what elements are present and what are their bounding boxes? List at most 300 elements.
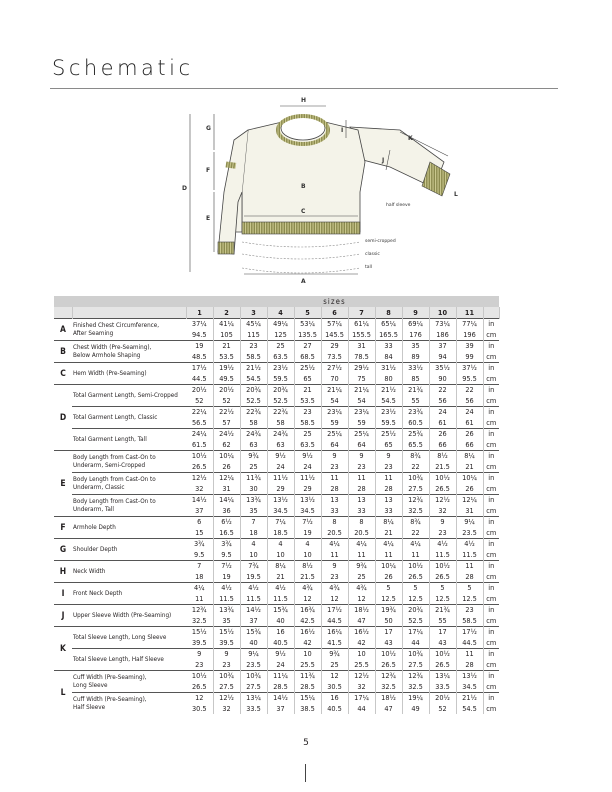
measurement-value: 11 <box>456 649 483 660</box>
measurement-value: 21 <box>213 341 240 352</box>
measurement-value: 61.5 <box>186 440 213 451</box>
measurement-value: 44.5 <box>456 638 483 649</box>
measurement-value: 52 <box>186 396 213 407</box>
label-I: I <box>341 127 344 134</box>
measurement-value: 25.5 <box>348 660 375 671</box>
measurement-value: 62 <box>213 440 240 451</box>
measurement-value: 89 <box>402 352 429 363</box>
unit-label: cm <box>486 637 497 647</box>
measurement-value: 42 <box>294 638 321 649</box>
size-header: 1 <box>186 307 213 319</box>
measurement-value: 66 <box>429 440 456 451</box>
measurement-value: 11¾ <box>240 473 267 484</box>
measurement-value: 37¼ <box>186 319 213 330</box>
measurement-value: 8 <box>348 517 375 528</box>
measurement-value: 13 <box>375 495 402 506</box>
measurement-value: 45¼ <box>240 319 267 330</box>
measurement-value: 39.5 <box>213 638 240 649</box>
unit-label: in <box>483 605 499 616</box>
measurement-value: 52.5 <box>402 616 429 627</box>
measurement-value: 3¾ <box>186 539 213 550</box>
measurement-value: 78.5 <box>348 352 375 363</box>
measurement-value: 16¼ <box>321 627 348 638</box>
measurement-value: 4¼ <box>348 539 375 550</box>
measurement-value: 11.5 <box>267 594 294 605</box>
measurement-label <box>72 363 186 385</box>
measurement-value: 12 <box>348 594 375 605</box>
measurement-value: 49¼ <box>267 319 294 330</box>
measurement-value: 59.5 <box>267 374 294 385</box>
measurement-value: 12¼ <box>213 473 240 484</box>
measurement-value: 34.5 <box>294 506 321 517</box>
measurement-value: 14½ <box>186 495 213 506</box>
measurement-value: 55 <box>402 396 429 407</box>
measurement-value: 33 <box>348 506 375 517</box>
measurement-label-line: Finished Chest Circumference, <box>73 321 160 329</box>
unit-label: cm <box>486 659 497 669</box>
measurement-value: 11¼ <box>267 671 294 682</box>
measurement-value: 9 <box>375 451 402 462</box>
measurement-value: 26 <box>456 429 483 440</box>
measurement-value: 41.5 <box>321 638 348 649</box>
unit-label: in <box>483 517 499 528</box>
measurement-value: 61¼ <box>348 319 375 330</box>
measurement-value: 29 <box>267 484 294 495</box>
unit-label: in <box>483 627 499 638</box>
measurement-value: 24¾ <box>240 429 267 440</box>
measurement-value: 155.5 <box>348 330 375 341</box>
measurement-value: 8½ <box>294 561 321 572</box>
measurement-value: 85 <box>402 374 429 385</box>
table-row <box>54 671 499 682</box>
measurement-value: 10½ <box>429 649 456 660</box>
measurement-value: 9.5 <box>213 550 240 561</box>
table-row <box>54 583 499 594</box>
unit-label: cm <box>486 681 497 691</box>
group-letter: B <box>54 341 72 363</box>
measurement-value: 14½ <box>240 605 267 616</box>
measurement-value: 32.5 <box>186 616 213 627</box>
measurement-value: 28 <box>375 484 402 495</box>
table-row <box>54 341 499 352</box>
measurement-value: 31 <box>348 341 375 352</box>
unit-label: cm <box>486 417 497 427</box>
measurement-value: 9¾ <box>348 561 375 572</box>
measurement-value: 10¾ <box>402 649 429 660</box>
measurement-value: 57 <box>213 418 240 429</box>
measurement-label-line: Neck Width <box>73 567 106 575</box>
measurement-value: 13½ <box>294 495 321 506</box>
measurement-value: 56 <box>429 396 456 407</box>
measurement-value: 10½ <box>429 473 456 484</box>
measurement-label-line: Front Neck Depth <box>73 589 123 597</box>
measurement-value: 5 <box>456 583 483 594</box>
measurement-value: 7½ <box>294 517 321 528</box>
measurement-label-line: Underarm, Tall <box>73 505 114 513</box>
measurement-value: 24¼ <box>186 429 213 440</box>
measurement-value: 17½ <box>456 627 483 638</box>
group-letter: J <box>54 605 72 627</box>
measurement-value: 70 <box>321 374 348 385</box>
measurement-value: 7¼ <box>267 517 294 528</box>
measurement-value: 77¼ <box>456 319 483 330</box>
measurement-value: 12¾ <box>186 605 213 616</box>
measurement-value: 21½ <box>456 693 483 704</box>
measurement-value: 30.5 <box>321 682 348 693</box>
measurement-value: 9 <box>213 649 240 660</box>
unit-label: cm <box>486 615 497 625</box>
measurement-value: 25.5 <box>294 660 321 671</box>
unit-label: in <box>483 385 499 396</box>
sizes-table <box>54 296 500 714</box>
size-header: 3 <box>240 307 267 319</box>
measurement-value: 57¼ <box>321 319 348 330</box>
measurement-value: 17¼ <box>402 627 429 638</box>
measurement-value: 80 <box>375 374 402 385</box>
measurement-value: 27.5 <box>240 682 267 693</box>
page-title: Schematic <box>52 56 194 80</box>
unit-label: cm <box>486 351 497 361</box>
measurement-value: 94 <box>429 352 456 363</box>
measurement-value: 11.5 <box>456 550 483 561</box>
measurement-value: 20½ <box>213 385 240 396</box>
measurement-value: 23½ <box>267 363 294 374</box>
measurement-value: 11 <box>456 561 483 572</box>
measurement-value: 94.5 <box>186 330 213 341</box>
measurement-value: 73.5 <box>321 352 348 363</box>
measurement-value: 10¾ <box>240 671 267 682</box>
measurement-value: 5 <box>375 583 402 594</box>
measurement-value: 61 <box>429 418 456 429</box>
measurement-value: 38.5 <box>294 704 321 715</box>
measurement-value: 145.5 <box>321 330 348 341</box>
table-row <box>54 627 499 638</box>
table-row <box>54 473 499 484</box>
measurement-value: 26.5 <box>186 462 213 473</box>
group-letter: F <box>54 517 72 539</box>
measurement-value: 26.5 <box>429 572 456 583</box>
measurement-value: 35 <box>213 616 240 627</box>
measurement-label-line: Body Length from Cast-On to <box>73 497 156 505</box>
measurement-label-line: Total Sleeve Length, Half Sleeve <box>73 655 164 663</box>
measurement-value: 34.5 <box>456 682 483 693</box>
measurement-label-line: Body Length from Cast-On to <box>73 453 156 461</box>
measurement-value: 10½ <box>402 561 429 572</box>
measurement-value: 11 <box>321 550 348 561</box>
measurement-value: 20¾ <box>267 385 294 396</box>
measurement-value: 3¾ <box>213 539 240 550</box>
measurement-label-line: Below Armhole Shaping <box>73 351 141 359</box>
measurement-value: 21 <box>267 572 294 583</box>
measurement-value: 47 <box>375 704 402 715</box>
measurement-value: 50 <box>375 616 402 627</box>
measurement-value: 53.5 <box>213 352 240 363</box>
footer-divider <box>305 764 306 782</box>
measurement-value: 21 <box>375 528 402 539</box>
measurement-value: 22 <box>402 462 429 473</box>
measurement-value: 52 <box>213 396 240 407</box>
size-header: 4 <box>267 307 294 319</box>
measurement-value: 12.5 <box>375 594 402 605</box>
label-J: J <box>382 157 385 164</box>
measurement-value: 60.5 <box>402 418 429 429</box>
measurement-value: 69¼ <box>402 319 429 330</box>
measurement-value: 8¾ <box>402 517 429 528</box>
measurement-value: 19 <box>294 528 321 539</box>
measurement-value: 125 <box>267 330 294 341</box>
page-number: 5 <box>303 738 309 748</box>
measurement-value: 23 <box>375 462 402 473</box>
measurement-value: 52.5 <box>267 396 294 407</box>
measurement-value: 32 <box>429 506 456 517</box>
measurement-label-line: Cuff Width (Pre-Seaming), <box>73 673 147 681</box>
measurement-value: 37 <box>267 704 294 715</box>
measurement-value: 40.5 <box>267 638 294 649</box>
measurement-value: 19¾ <box>375 605 402 616</box>
measurement-value: 36 <box>213 506 240 517</box>
measurement-value: 63.5 <box>294 440 321 451</box>
measurement-value: 4½ <box>240 583 267 594</box>
measurement-value: 42.5 <box>294 616 321 627</box>
measurement-value: 22 <box>402 528 429 539</box>
measurement-value: 24½ <box>213 429 240 440</box>
measurement-value: 4¼ <box>186 583 213 594</box>
unit-label: in <box>483 561 499 572</box>
label-E: E <box>206 215 211 222</box>
measurement-value: 43 <box>375 638 402 649</box>
measurement-value: 25¼ <box>348 429 375 440</box>
measurement-value: 13¾ <box>240 495 267 506</box>
measurement-label <box>72 473 186 495</box>
measurement-value: 26.5 <box>402 572 429 583</box>
measurement-value: 5 <box>402 583 429 594</box>
measurement-value: 33.5 <box>429 682 456 693</box>
note-tall: tall <box>365 265 373 270</box>
measurement-value: 10¼ <box>456 473 483 484</box>
measurement-value: 21½ <box>240 363 267 374</box>
unit-label: cm <box>486 703 497 713</box>
left-cuff <box>218 242 234 254</box>
measurement-value: 52 <box>429 704 456 715</box>
table-row <box>54 429 499 440</box>
measurement-value: 8 <box>321 517 348 528</box>
measurement-value: 12¾ <box>375 671 402 682</box>
measurement-value: 99 <box>456 352 483 363</box>
measurement-label <box>72 583 186 605</box>
unit-label: in <box>483 407 499 418</box>
measurement-value: 12¼ <box>456 495 483 506</box>
label-H: H <box>301 97 307 104</box>
unit-label: cm <box>486 395 497 405</box>
measurement-value: 25 <box>321 660 348 671</box>
measurement-value: 33 <box>375 341 402 352</box>
measurement-value: 25¼ <box>321 429 348 440</box>
measurement-value: 19.5 <box>240 572 267 583</box>
note-half-sleeve: half sleeve <box>386 203 411 208</box>
measurement-value: 24¾ <box>267 429 294 440</box>
measurement-label-line: Half Sleeve <box>73 703 106 711</box>
measurement-value: 16 <box>267 627 294 638</box>
measurement-value: 33½ <box>402 363 429 374</box>
measurement-value: 23.5 <box>240 660 267 671</box>
group-letter: H <box>54 561 72 583</box>
measurement-value: 176 <box>402 330 429 341</box>
measurement-value: 53¼ <box>294 319 321 330</box>
label-F: F <box>206 167 211 174</box>
measurement-value: 9½ <box>267 451 294 462</box>
unit-label: in <box>483 495 499 506</box>
measurement-value: 10½ <box>429 561 456 572</box>
measurement-value: 25 <box>294 429 321 440</box>
measurement-value: 54 <box>348 396 375 407</box>
measurement-value: 4¼ <box>402 539 429 550</box>
measurement-value: 26.5 <box>429 484 456 495</box>
measurement-value: 43 <box>429 638 456 649</box>
measurement-value: 65 <box>294 374 321 385</box>
measurement-value: 27 <box>294 341 321 352</box>
measurement-value: 26 <box>456 484 483 495</box>
measurement-value: 9 <box>186 649 213 660</box>
measurement-value: 28.5 <box>267 682 294 693</box>
measurement-value: 37½ <box>456 363 483 374</box>
unit-label: in <box>483 671 499 682</box>
measurement-value: 63.5 <box>267 352 294 363</box>
measurement-label-line: Chest Width (Pre-Seaming), <box>73 343 152 351</box>
unit-label: cm <box>486 593 497 603</box>
size-header: 9 <box>402 307 429 319</box>
measurement-value: 15½ <box>186 627 213 638</box>
measurement-value: 21¾ <box>429 605 456 616</box>
measurement-value: 11¾ <box>294 671 321 682</box>
measurement-value: 23½ <box>375 407 402 418</box>
measurement-value: 11½ <box>294 473 321 484</box>
measurement-value: 58 <box>267 418 294 429</box>
measurement-value: 25¾ <box>402 429 429 440</box>
measurement-value: 37 <box>429 341 456 352</box>
size-header: 5 <box>294 307 321 319</box>
measurement-value: 12 <box>294 594 321 605</box>
measurement-value: 29 <box>294 484 321 495</box>
measurement-value: 54.5 <box>240 374 267 385</box>
unit-label: cm <box>486 571 497 581</box>
measurement-value: 23 <box>348 462 375 473</box>
measurement-value: 58 <box>240 418 267 429</box>
measurement-value: 18.5 <box>267 528 294 539</box>
measurement-value: 12½ <box>186 473 213 484</box>
size-header: 7 <box>348 307 375 319</box>
measurement-value: 4½ <box>429 539 456 550</box>
measurement-value: 11 <box>348 473 375 484</box>
measurement-label-line: After Seaming <box>73 329 114 337</box>
measurement-value: 37 <box>240 616 267 627</box>
measurement-value: 29½ <box>348 363 375 374</box>
measurement-value: 11 <box>402 550 429 561</box>
measurement-value: 63 <box>240 440 267 451</box>
measurement-value: 18 <box>240 528 267 539</box>
measurement-value: 26 <box>429 429 456 440</box>
measurement-label-line: Cuff Width (Pre-Seaming), <box>73 695 147 703</box>
measurement-value: 12½ <box>213 693 240 704</box>
measurement-label <box>72 605 186 627</box>
table-row <box>54 605 499 616</box>
measurement-value: 24 <box>267 462 294 473</box>
measurement-value: 8¼ <box>267 561 294 572</box>
measurement-label-line: Hem Width (Pre-Seaming) <box>73 369 147 377</box>
measurement-value: 135.5 <box>294 330 321 341</box>
measurement-value: 8¼ <box>375 517 402 528</box>
measurement-value: 10 <box>240 550 267 561</box>
measurement-value: 19 <box>213 572 240 583</box>
measurement-value: 29 <box>321 341 348 352</box>
table-row <box>54 649 499 660</box>
measurement-value: 26.5 <box>429 660 456 671</box>
table-row <box>54 363 499 374</box>
measurement-label-line: Underarm, Classic <box>73 483 125 491</box>
measurement-value: 21 <box>294 385 321 396</box>
measurement-value: 25 <box>348 572 375 583</box>
measurement-value: 9 <box>348 451 375 462</box>
measurement-value: 59 <box>348 418 375 429</box>
measurement-value: 24 <box>429 407 456 418</box>
measurement-value: 66 <box>456 440 483 451</box>
label-K: K <box>408 135 413 142</box>
measurement-value: 21 <box>456 462 483 473</box>
unit-label: in <box>483 341 499 352</box>
measurement-value: 95.5 <box>456 374 483 385</box>
measurement-value: 27.5 <box>213 682 240 693</box>
measurement-value: 23 <box>213 660 240 671</box>
measurement-value: 15½ <box>213 627 240 638</box>
measurement-value: 16.5 <box>213 528 240 539</box>
measurement-value: 12½ <box>348 671 375 682</box>
measurement-value: 12.5 <box>456 594 483 605</box>
measurement-value: 8¾ <box>402 451 429 462</box>
sizes-header-row <box>54 307 499 319</box>
measurement-value: 32 <box>213 704 240 715</box>
size-header: 11 <box>456 307 483 319</box>
unit-label: in <box>483 539 499 550</box>
unit-label: in <box>483 583 499 594</box>
measurement-label <box>72 517 186 539</box>
measurement-value: 20.5 <box>348 528 375 539</box>
measurement-value: 27.5 <box>402 484 429 495</box>
measurement-value: 58.5 <box>456 616 483 627</box>
table-row <box>54 319 499 330</box>
measurement-value: 44 <box>402 638 429 649</box>
measurement-value: 47 <box>348 616 375 627</box>
measurement-value: 10¾ <box>213 671 240 682</box>
unit-label: in <box>483 429 499 440</box>
note-semi-cropped: semi-cropped <box>365 239 396 244</box>
measurement-value: 23 <box>321 572 348 583</box>
measurement-value: 20.5 <box>321 528 348 539</box>
measurement-value: 19¼ <box>402 693 429 704</box>
measurement-value: 12 <box>321 671 348 682</box>
measurement-value: 59.5 <box>375 418 402 429</box>
measurement-label <box>72 451 186 473</box>
measurement-value: 11.5 <box>429 550 456 561</box>
measurement-value: 4¼ <box>321 539 348 550</box>
measurement-value: 54.5 <box>456 704 483 715</box>
table-row <box>54 385 499 396</box>
measurement-value: 22¼ <box>186 407 213 418</box>
measurement-value: 39 <box>456 341 483 352</box>
measurement-label <box>72 495 186 517</box>
measurement-value: 10¼ <box>375 561 402 572</box>
unit-label: cm <box>486 461 497 471</box>
measurement-value: 52.5 <box>240 396 267 407</box>
group-letter: C <box>54 363 72 385</box>
